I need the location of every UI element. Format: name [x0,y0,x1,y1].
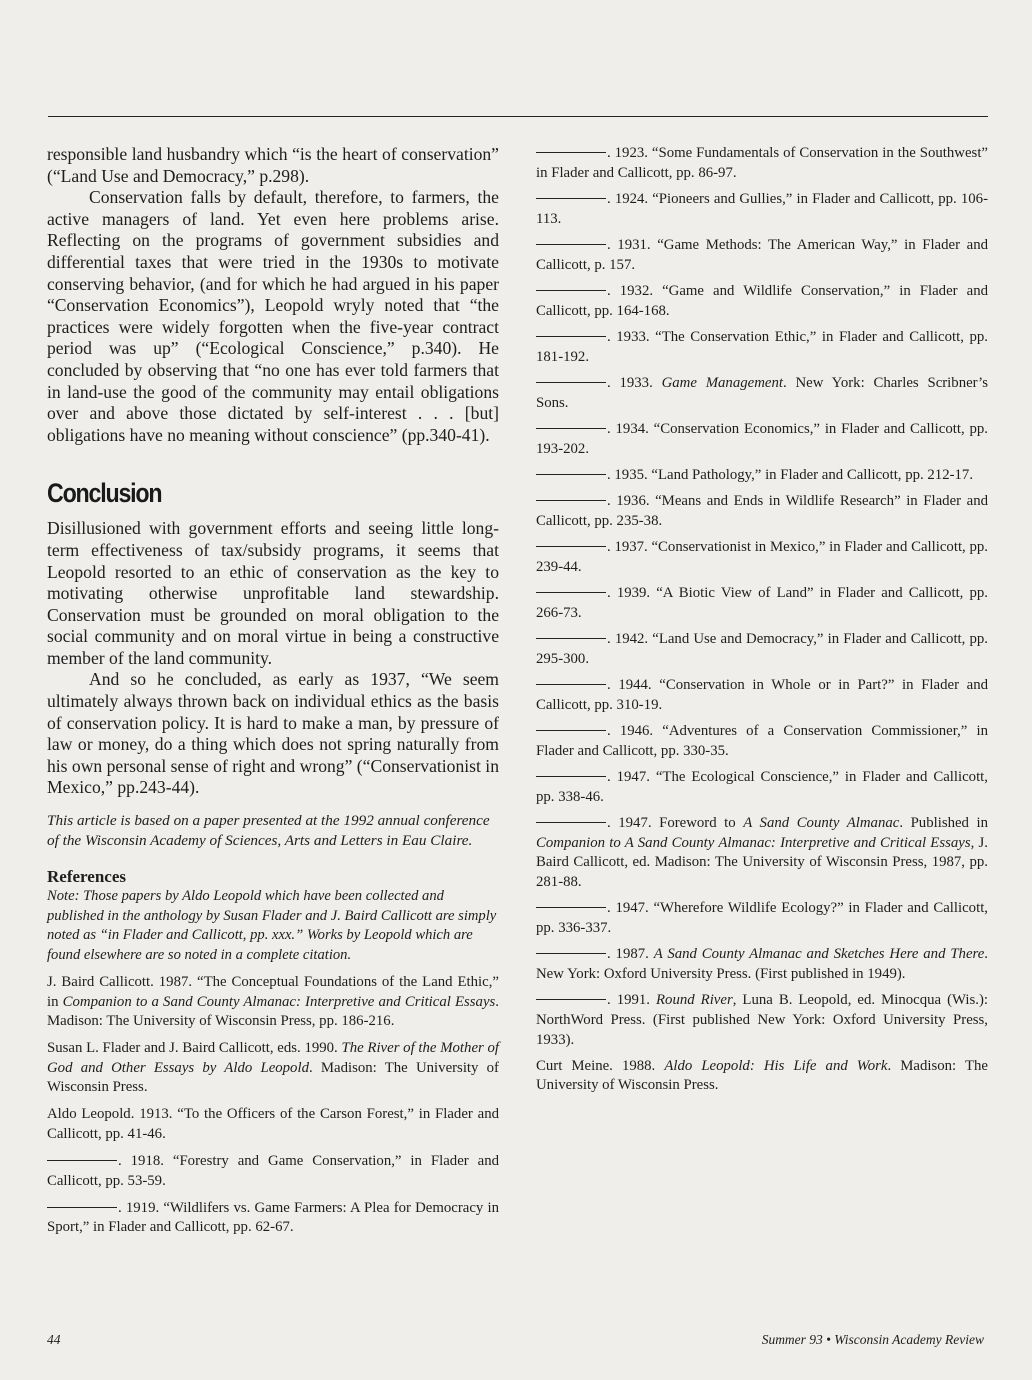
reference-item: . 1991. Round River, Luna B. Leopold, ed. Minocqua (Wis.): NorthWord Press. (First published New York: Oxford University Press, 1933). [536,992,989,1048]
ditto-dash [536,500,606,501]
references-note: Note: Those papers by Aldo Leopold which have been collected and published in the anthology by Susan Flader and J. Baird Callicott are simply noted as “in Flader and Callicott, pp. xxx.” Works by Leopold which are found elsewhere are so noted in a complete citation. [47,888,497,963]
section-heading-conclusion: Conclusion [47,478,162,509]
ditto-dash [536,592,606,593]
reference-item: . 1934. “Conservation Economics,” in Flader and Callicott, pp. 193-202. [536,420,988,457]
reference-item: . 1936. “Means and Ends in Wildlife Research” in Flader and Callicott, pp. 235-38. [536,493,988,529]
ditto-dash [536,428,606,429]
reference-item: . 1944. “Conservation in Whole or in Part?” in Flader and Callicott, pp. 310-19. [536,677,988,713]
ditto-dash [536,290,606,291]
ditto-dash [536,953,606,954]
reference-item: . 1937. “Conservationist in Mexico,” in Flader and Callicott, pp. 239-44. [536,539,988,575]
header-rule [48,116,988,117]
reference-item: . 1947. Foreword to A Sand County Almanac. Published in Companion to A Sand County Almanac: Interpretive and Critical Essays, J. Baird Callicott, ed. Madison: The University of Wisconsin Press, 1987, pp. 281-88. [536,815,989,890]
ditto-dash [47,1207,117,1208]
paragraph: Disillusioned with government efforts and seeing little long-term effectiveness of tax/subsidy programs, it seems that Leopold resorted to an ethic of conservation as the key to motivating otherwise unprofitable land stewardship. Conservation must be grounded on moral obligation to the social community and on moral virtue in being a constructive member of the land community. [47,518,499,668]
page-number: 44 [47,1332,61,1347]
ditto-dash [536,474,606,475]
reference-item: . 1935. “Land Pathology,” in Flader and Callicott, pp. 212-17. [536,466,988,486]
ditto-dash [536,244,606,245]
reference-item: . 1924. “Pioneers and Gullies,” in Flader and Callicott, pp. 106-113. [536,190,988,227]
ditto-dash [536,999,606,1000]
reference-item: . 1939. “A Biotic View of Land” in Flader and Callicott, pp. 266-73. [536,585,988,621]
ditto-dash [536,776,606,777]
reference-item: . 1918. “Forestry and Game Conservation,” in Flader and Callicott, pp. 53-59. [47,1152,499,1189]
reference-item: Susan L. Flader and J. Baird Callicott, eds. 1990. The River of the Mother of God and Other Essays by Aldo Leopold. Madison: The University of Wisconsin Press. [47,1040,499,1096]
reference-item: . 1942. “Land Use and Democracy,” in Flader and Callicott, pp. 295-300. [536,631,988,667]
ditto-dash [536,382,606,383]
paragraph: responsible land husbandry which “is the heart of conservation” (“Land Use and Democracy,” p.298). [47,144,499,186]
article-note: This article is based on a paper presented at the 1992 annual conference of the Wisconsin Academy of Sciences, Arts and Letters in Eau Claire. [47,812,490,850]
left-column [47,144,499,1245]
reference-item: . 1931. “Game Methods: The American Way,” in Flader and Callicott, p. 157. [536,236,988,273]
reference-item: . 1947. “The Ecological Conscience,” in Flader and Callicott, pp. 338-46. [536,769,988,805]
ditto-dash [536,638,606,639]
ditto-dash [47,1160,117,1161]
reference-item: . 1919. “Wildlifers vs. Game Farmers: A Plea for Democracy in Sport,” in Flader and Callicott, pp. 62-67. [47,1199,499,1236]
reference-item: . 1987. A Sand County Almanac and Sketches Here and There. New York: Oxford University Press. (First published in 1949). [536,946,988,982]
reference-item: . 1923. “Some Fundamentals of Conservation in the Southwest” in Flader and Callicott, pp. 86-97. [536,145,988,181]
reference-item: . 1932. “Game and Wildlife Conservation,” in Flader and Callicott, pp. 164-168. [536,282,988,319]
references-heading: References [47,867,126,887]
paragraph: Conservation falls by default, therefore, to farmers, the active managers of land. Yet even here problems arise. Reflecting on the programs of government subsidies and differential taxes that were tried in the 1930s to motivate conserving behavior, (and for which he had argued in his paper “Conservation Economics”), Leopold wryly noted that “the practices were widely forgotten when the five-year contract period was up” (“Ecological Conscience,” p.340). He concluded by observing that “no one has ever told farmers that in land-use the good of the community may entail obligations over and above those dictated by self-interest . . . [but] obligations have no meaning without conscience” (pp.340-41). [47,187,499,445]
reference-item: . 1933. Game Management. New York: Charles Scribner’s Sons. [536,374,989,411]
ditto-dash [536,152,606,153]
issue-footer: Summer 93 • Wisconsin Academy Review [761,1332,984,1347]
ditto-dash [536,822,606,823]
ditto-dash [536,684,606,685]
reference-item: . 1946. “Adventures of a Conservation Commissioner,” in Flader and Callicott, pp. 330-35. [536,723,988,759]
reference-item: Aldo Leopold. 1913. “To the Officers of the Carson Forest,” in Flader and Callicott, pp. 41-46. [47,1106,499,1142]
ditto-dash [536,198,606,199]
ditto-dash [536,336,606,337]
ditto-dash [536,546,606,547]
ditto-dash [536,730,606,731]
right-column [536,144,988,1103]
reference-item: Curt Meine. 1988. Aldo Leopold: His Life and Work. Madison: The University of Wisconsin Press. [536,1057,988,1094]
reference-item: . 1933. “The Conservation Ethic,” in Flader and Callicott, pp. 181-192. [536,328,988,365]
reference-item: J. Baird Callicott. 1987. “The Conceptual Foundations of the Land Ethic,” in Companion to a Sand County Almanac: Interpretive and Critical Essays. Madison: The University of Wisconsin Press, pp. 186-216. [47,974,499,1030]
reference-item: . 1947. “Wherefore Wildlife Ecology?” in Flader and Callicott, pp. 336-337. [536,900,988,936]
paragraph: And so he concluded, as early as 1937, “We seem ultimately always thrown back on individual ethics as the basis of conservation policy. It is hard to make a man, by pressure of law or money, do a thing which does not spring naturally from his own personal sense of right and wrong” (“Conservationist in Mexico,” pp.243-44). [47,669,499,798]
ditto-dash [536,907,606,908]
